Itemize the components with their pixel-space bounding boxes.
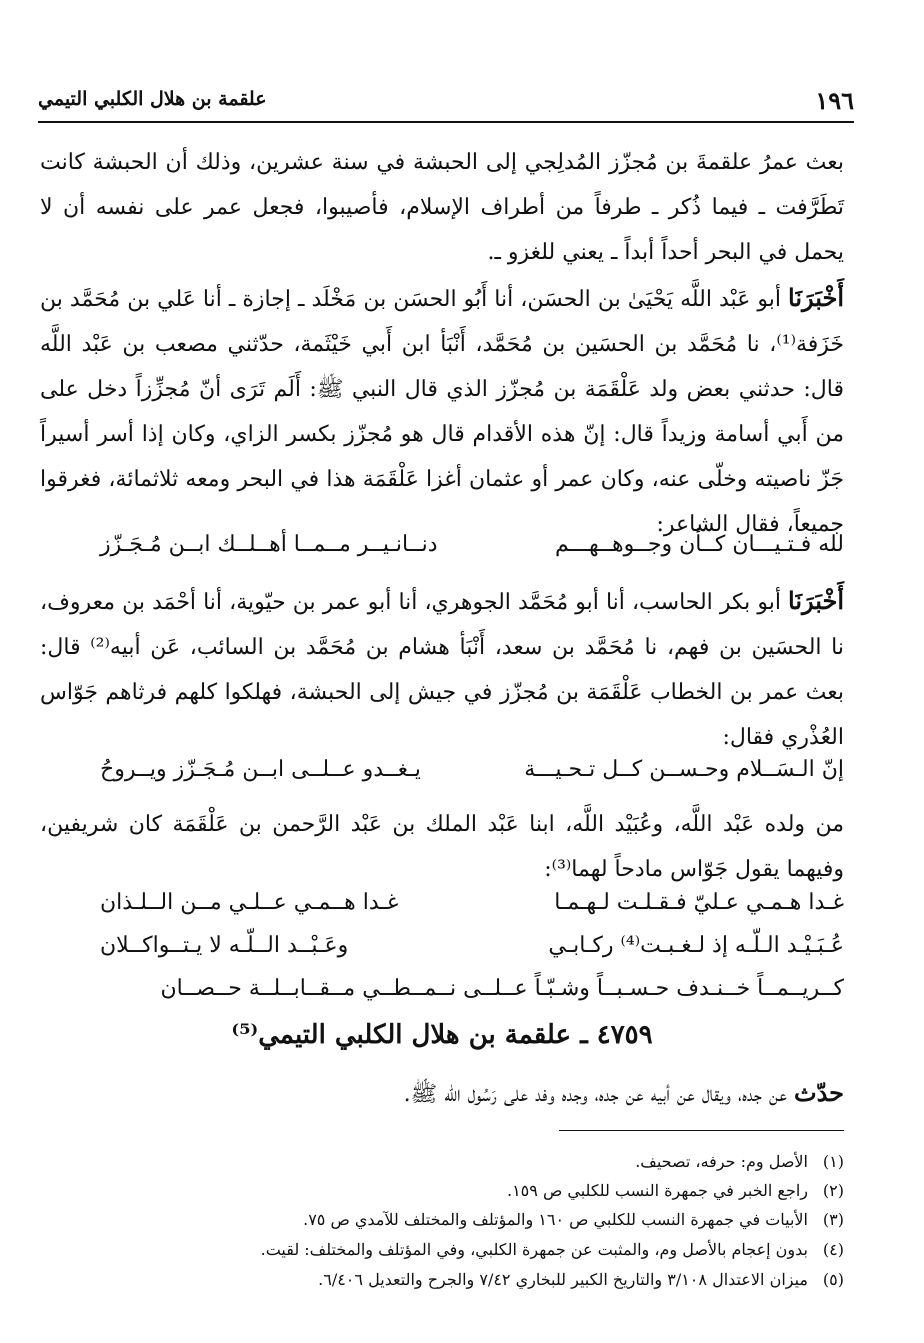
paragraph-5-text: عن جده، ويقال عن أبيه عن جده، وجده وفد على رَسُول الله ﷺ.: [403, 1082, 794, 1107]
paragraph-3-lead: أَخْبَرَنَا: [788, 586, 844, 615]
paragraph-3-text: أبو بكر الحاسب، أنا أبو مُحَمَّد الجوهري، أنا أبو عمر بن حيّوية، أنا أحْمَد بن معروف، نا الحسَين بن فهم، نا مُحَمَّد بن سعد، أَنْبَأ هشام بن مُحَمَّد بن السائب، عَن أبيه⁽²⁾ قال: بعث عمر بن الخطاب عَلْقَمَة بن مُجزّز في جيش إلى الحبشة، فهلكوا كلهم فرثاهم جَوّاس العُذْري فقال:: [40, 590, 845, 750]
paragraph-4: [40, 802, 844, 892]
footnote-text: راجع الخبر في جمهرة النسب للكلبي ص ١٥٩.: [506, 1181, 808, 1200]
footnote-4: [40, 1236, 844, 1263]
verse-3-hemistich-2: غـدا هــمـي عــلـي مــن الــلـذان: [100, 890, 399, 915]
header-rule: [38, 121, 854, 123]
footnote-text: بدون إعجام بالأصل وم، والمثبت عن جمهرة الكلبي، وفي المؤتلف والمختلف: لقيت.: [260, 1240, 808, 1259]
footnote-3: [40, 1206, 844, 1233]
footnote-number: (١): [822, 1152, 844, 1171]
verse-1-hemistich-1: لله فـتـيـــان كــأن وجــوهــهـــم: [555, 532, 844, 557]
verse-4: [40, 933, 844, 978]
paragraph-3: [40, 578, 844, 760]
footnote-text: ميزان الاعتدال ٣/١٠٨ والتاريخ الكبير للبخاري ٧/٤٢ والجرح والتعديل ٦/٤٠٦.: [318, 1270, 808, 1289]
footnote-5: [40, 1266, 844, 1293]
verse-3: [40, 890, 844, 935]
paragraph-5: [40, 1070, 844, 1117]
entry-title: ٤٧٥٩ ـ علقمة بن هلال الكلبي التيمي⁽⁵⁾: [231, 1020, 653, 1050]
footnote-number: (٣): [822, 1210, 844, 1229]
footnote-text: الأبيات في جمهرة النسب للكلبي ص ١٦٠ والمؤتلف والمختلف للآمدي ص ٧٥.: [303, 1210, 808, 1229]
verse-3-hemistich-1: غـدا هـمـي عـليّ فـقـلـت لـهـمـا: [554, 890, 844, 915]
paragraph-1: [40, 140, 844, 275]
running-title: علقمة بن هلال الكلبي التيمي: [38, 88, 267, 110]
verse-2-hemistich-1: إنّ الـسَــلام وحـســن كــل تـحـيـــة: [524, 757, 844, 782]
verse-5-line: كــريــمــاً خــنـدف حـسـبــاً وشـبّـاً عــلــى نــمــطــي مــقــابــلــة حــصــان: [160, 976, 844, 1001]
paragraph-1-text: بعث عمرُ علقمةَ بن مُجزّز المُدلِجي إلى الحبشة في سنة عشرين، وذلك أن الحبشة كانت تَطَرَّفت ـ فيما ذُكر ـ طرفاً من أطراف الإسلام، فأصيبوا، فجعل عمر على نفسه أن لا يحمل في البحر أحداً أبداً ـ يعني للغزو ـ.: [40, 150, 844, 265]
footnote-number: (٢): [822, 1181, 844, 1200]
paragraph-2-lead: أَخْبَرَنَا: [788, 283, 844, 312]
verse-2: [40, 757, 844, 802]
footnote-rule: [559, 1130, 844, 1131]
verse-4-hemistich-1: عُـبَـيْـد الـلّـه إذ لـغـبـت⁽⁴⁾ ركـابـي: [548, 933, 844, 958]
footnote-1: [40, 1148, 844, 1175]
footnote-number: (٤): [822, 1240, 844, 1259]
verse-2-hemistich-2: يـغــدو عــلــى ابــن مُـجَـزّز ويــروحُ: [100, 757, 421, 782]
paragraph-2-text: أبو عَبْد اللَّه يَحْيَىٰ بن الحسَن، أنا أَبُو الحسَن بن مَخْلَد ـ إجازة ـ أنا عَلي بن مُحَمَّد بن خَزَفة⁽¹⁾، نا مُحَمَّد بن الحسَين بن مُحَمَّد، أَنْبَأ ابن أَبي خَيْثَمة، حدّثني مصعب بن عَبْد اللَّه قال: حدثني بعض ولد عَلْقَمَة بن مُجزّز الذي قال النبي ﷺ: أَلَم تَرَى أنّ مُجزِّزاً دخل على من أَبي أسامة وزيداً قال: إنّ هذه الأقدام قال هو مُجزّز بكسر الزاي، وكان إذا أسر أسيراً جَزّ ناصيته وخلّى عنه، وكان عمر أو عثمان أغزا عَلْقَمَة هذا في البحر ومعه ثلاثمائة، فغرقوا جميعاً، فقال الشاعر:: [40, 287, 845, 537]
verse-1-hemistich-2: دنــانـيــر مــمــا أهــلــك ابــن مُـجَـزّز: [100, 532, 438, 557]
paragraph-2: [40, 275, 844, 547]
page-number: ١٩٦: [815, 86, 854, 115]
paragraph-5-lead: حدّث: [793, 1078, 844, 1107]
footnote-text: الأصل وم: حرفه، تصحيف.: [635, 1152, 808, 1171]
verse-1: [40, 532, 844, 577]
footnote-number: (٥): [822, 1270, 844, 1289]
paragraph-4-text: من ولده عَبْد اللَّه، وعُبَيْد اللَّه، ابنا عَبْد الملك بن عَبْد الرَّحمن بن عَلْقَمَة كان شريفين، وفيهما يقول جَوّاس مادحاً لهما⁽³⁾:: [40, 812, 844, 882]
verse-5: [40, 976, 844, 1021]
page-header: [38, 82, 854, 122]
footnote-2: [40, 1177, 844, 1204]
verse-4-hemistich-2: وعَـبْــد الــلّـه لا يـتــواكــلان: [100, 933, 349, 958]
